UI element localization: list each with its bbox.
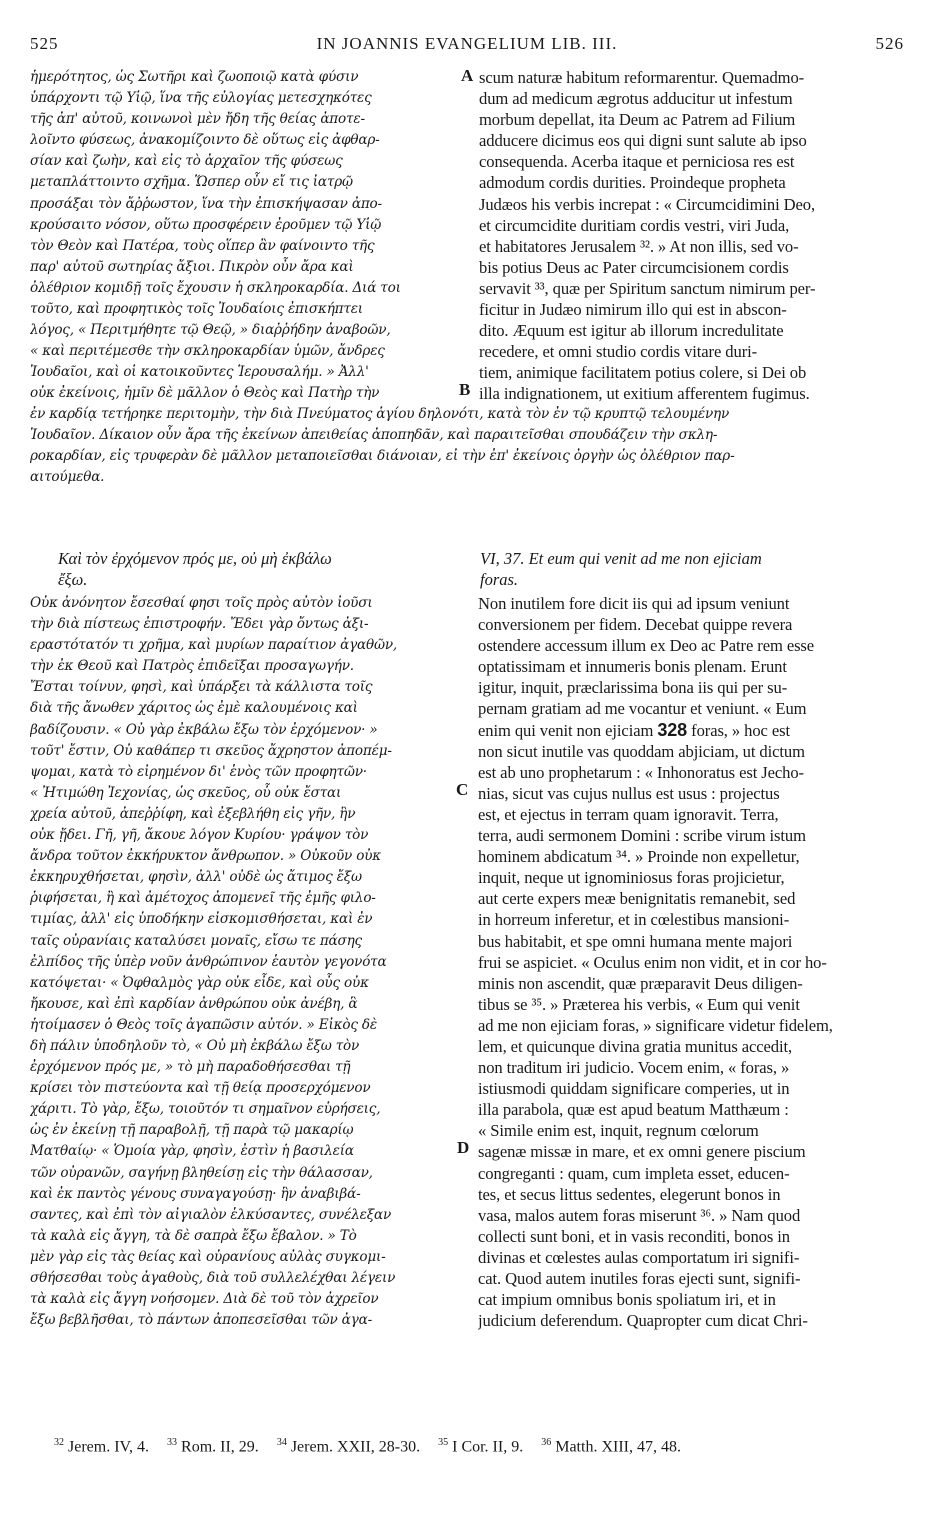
greek-heading-line-2: ἔξω. (58, 570, 88, 589)
text-line: et habitatores Jerusalem ³². » At non illis, sed vo- (479, 236, 799, 256)
text-line: εραστότατόν τι χρῆμα, καὶ μυρίων παραίτιον ἀγαθῶν, (30, 637, 398, 654)
footnote-text: Jerem. XXII, 28-30. (290, 1438, 421, 1456)
text-line: ostendere accessum illum ex Deo ac Patre rem esse (478, 636, 815, 656)
text-line: τιμίας, ἀλλ' εἰς ὑποδήκην εἰσκομισθήσεται, καὶ ἐν (30, 911, 373, 928)
text-line: bus habitabit, et spe omni humana mente majori (478, 931, 793, 951)
text-line: οὐκ ᾔδει. Γῆ, γῆ, ἄκουε λόγον Κυρίου· γράψον τὸν (30, 827, 369, 844)
text-line: inquit, neque ut ignominiosus foras projicietur, (478, 868, 785, 888)
text-line: τὸν Θεὸν καὶ Πατέρα, τοὺς οἵπερ ἂν φαίνοιντο τῆς (30, 237, 375, 254)
text-line: προσάξαι τὸν ἄῤῥωστον, ἵνα τὴν ἐπισκήψασαν ἀπο- (30, 195, 382, 212)
text-line: non traditum iri judicio. Vocem enim, « foras, » (478, 1058, 790, 1078)
text-line: « Simile enim est, inquit, regnum cœlorum (478, 1121, 759, 1141)
text-line: « καὶ περιτέμεσθε τὴν σκληροκαρδίαν ὑμῶν, ἄνδρες (30, 343, 385, 360)
text-line: nias, sicut vas cujus nullus est usus : projectus (478, 783, 780, 803)
text-line: conversionem per fidem. Decebat quippe revera (478, 615, 793, 635)
text-line: οὐκ ἐκείνοις, ἡμῖν δὲ μᾶλλον ὁ Θεὸς καὶ Πατὴρ τὴν (30, 385, 380, 402)
text-line: judicium deferendum. Quapropter cum dicat Chri- (478, 1311, 808, 1331)
text-segment: enim qui venit non ejiciam (478, 720, 654, 740)
text-line: ὡς ἐν ἐκείνῃ τῇ παραβολῇ, τῇ παρὰ τῷ μακαρίῳ (30, 1122, 354, 1139)
text-line: ἐν καρδίᾳ τετήρηκε περιτομὴν, τὴν διὰ Πνεύματος ἁγίου δηλονότι, κατὰ τὸν ἐν τῷ κρυπτῷ τελουμένην (30, 406, 730, 422)
text-line: Ματθαίῳ· « Ὁμοία γὰρ, φησὶν, ἐστὶν ἡ βασιλεία (30, 1143, 354, 1160)
text-line: « Ἠτιμώθη Ἰεχονίας, ὡς σκεῦος, οὗ οὐκ ἔσται (30, 784, 342, 801)
text-line: ταῖς οὐρανίαις καταλύσει μοναῖς, εἴσω τε πάσης (30, 932, 362, 949)
footnote-text: Rom. II, 29. (181, 1438, 259, 1456)
text-line: non sicut inutile vas quoddam abjiciam, ut dictum (478, 741, 805, 761)
text-line: tibus se ³⁵. » Præterea his verbis, « Eum qui venit (478, 994, 800, 1014)
footnote (54, 1437, 149, 1456)
greek-full-width (30, 404, 898, 488)
footnotes (54, 1437, 898, 1456)
text-line: vasa, malos autem foras miserunt ³⁶. » Nam quod (478, 1205, 801, 1225)
text-line: λόγος, « Περιτμήθητε τῷ Θεῷ, » διαῤῥήδην ἀναβοῶν, (30, 322, 391, 339)
text-line: est, et ejectus in terram quam ignoravit. Terra, (478, 804, 779, 824)
text-line: aut certe expers meæ benignitatis remanebit, sed (478, 889, 796, 909)
text-line: congreganti : quam, cum impleta esset, educen- (478, 1163, 790, 1183)
text-line: ἐκκηρυχθήσεται, φησὶν, ἀλλ' οὐδὲ ὡς ἄτιμος ἔξω (30, 869, 362, 886)
margin-marker-b: B (459, 380, 471, 399)
text-line: sagenæ missæ in mare, et ex omni genere piscium (478, 1142, 806, 1162)
text-line: κρούσαιτο νόσον, οὕτω προσφέρειν ἐροῦμεν τῷ Υἱῷ (30, 216, 382, 233)
footnote-text: I Cor. II, 9. (452, 1438, 524, 1456)
text-line: βαδίζουσιν. « Οὐ γὰρ ἐκβάλω ἔξω τὸν ἐρχόμενον· » (30, 721, 378, 738)
footnote-number: 33 (167, 1437, 178, 1448)
text-line: recedere, et omni studio cordis vitare duri- (479, 342, 758, 362)
text-line: illa parabola, quæ est apud beatum Matthæum : (478, 1100, 789, 1120)
greek-column-bottom (30, 593, 468, 1331)
text-line: hominem abdicatum ³⁴. » Proinde non expelletur, (478, 847, 800, 867)
text-line: σθήσεσθαι τοὺς ἀγαθοὺς, διὰ τοῦ συλλελέχθαι λέγειν (30, 1270, 396, 1286)
text-line: est ab uno prophetarum : « Inhonoratus est Jecho- (478, 762, 804, 782)
text-line: ad me non ejiciam foras, » significare videtur fidelem, (478, 1015, 833, 1035)
text-line: ἔξω βεβλῆσθαι, τὸ πάντων ἀποπεσεῖσθαι τῶν ἀγα- (30, 1312, 372, 1329)
text-line: σαντες, καὶ ἐπὶ τὸν αἰγιαλὸν ἑλκύσαντες, συνέλεξαν (30, 1206, 392, 1223)
text-line: ἡτοίμασεν ὁ Θεὸς τοῖς ἀγαπῶσιν αὐτόν. » Εἰκὸς δὲ (30, 1016, 377, 1033)
text-line: κρίσει τὸν πιστεύοντα καὶ τῇ θείᾳ προσερχόμενον (30, 1080, 371, 1097)
text-line: ῥιφήσεται, ἢ καὶ ἀμέτοχος ἀπομενεῖ τῆς ἐμῆς φιλο- (30, 890, 376, 907)
text-line: τοῦτ' ἔστιν, Οὐ καθάπερ τι σκεῦος ἄχρηστον ἀποπέμ- (30, 742, 392, 759)
footnote-number: 32 (54, 1437, 64, 1448)
text-line: ὀλέθριον κομιδῇ τοῖς ἔχουσιν ἡ σκληροκαρδία. Διά τοι (30, 279, 401, 296)
margin-marker-d: D (457, 1138, 470, 1157)
text-line: λοῖντο φύσεως, ἀνακομίζοιντο δὲ οὕτως εἰς ἀφθαρ- (30, 132, 380, 149)
text-line: τοῦτο, καὶ προφητικὸς τοῖς Ἰουδαίοις ἐπισκήπτει (30, 301, 363, 318)
page-number-right: 526 (875, 34, 904, 53)
text-line: tes, et secus littus sedentes, elegerunt bonos in (478, 1184, 781, 1204)
text-line: admodum cordis durities. Proindeque propheta (479, 173, 786, 193)
text-line: servavit ³³, quæ per Spiritum sanctum nimirum per- (479, 278, 816, 298)
text-line: τὰ καλὰ εἰς ἄγγη, τὰ δὲ σαπρὰ ἔξω ἔβαλον. » Τὸ (30, 1227, 357, 1244)
text-line: cat impium omnibus bonis spoliatum iri, et in (478, 1290, 776, 1310)
latin-heading-line-2: foras. (480, 570, 519, 589)
text-line: Non inutilem fore dicit iis qui ad ipsum veniunt (478, 594, 790, 613)
text-line: δὴ πάλιν ὑποδηλοῦν τὸ, « Οὐ μὴ ἐκβάλω ἔξω τὸν (30, 1037, 360, 1054)
text-line: ἡμερότητος, ὡς Σωτῆρι καὶ ζωοποιῷ κατὰ φύσιν (30, 69, 359, 85)
text-line: διὰ τῆς ἄνωθεν χάριτος ὡς ἐμὲ καλουμένοις καὶ (30, 700, 358, 717)
text-line: μὲν γὰρ εἰς τὰς θείας καὶ οὐρανίους αὐλὰς συγκομι- (30, 1248, 386, 1265)
footnote (277, 1437, 420, 1456)
text-line: σίαν καὶ ζωὴν, καὶ εἰς τὸ ἀρχαῖον τῆς φύσεως (30, 153, 343, 170)
greek-column-top (30, 67, 471, 405)
text-line: istiusmodi quiddam significare comperies, ut in (478, 1079, 790, 1099)
column-number: 328 (657, 719, 688, 740)
text-line: τῶν οὐρανῶν, σαγήνῃ βληθείσῃ εἰς τὴν θάλασσαν, (30, 1164, 373, 1181)
text-line: in horreum inferetur, et in cœlestibus mansioni- (478, 910, 790, 930)
margin-marker-a: A (461, 66, 474, 85)
text-line (478, 720, 898, 741)
text-line: morbum depellat, ita Deum ac Patrem ad Filium (479, 110, 796, 130)
text-line: collecti sunt boni, et in vasis reconditi, bonos in (478, 1226, 790, 1246)
page-number-left: 525 (30, 34, 59, 53)
text-line: ἐλπίδος τῆς ὑπὲρ νοῦν ἀνθρώπινον ἑαυτὸν γεγονότα (30, 953, 387, 970)
text-line: optatissimam et innumeris bonis plenam. Erunt (478, 657, 787, 677)
text-line: scum naturæ habitum reformarentur. Quemadmo- (479, 68, 805, 87)
text-line: τὰ καλὰ εἰς ἄγγη νοήσομεν. Διὰ δὲ τοῦ τὸν ἀχρεῖον (30, 1291, 379, 1308)
text-line: καὶ ἐκ παντὸς γένους συναγαγούσῃ· ἣν ἀναβιβά- (30, 1185, 361, 1202)
text-line: χρεία αὐτοῦ, ἀπεῤῥίφη, καὶ ἐξεβλήθη εἰς γῆν, ἣν (30, 805, 356, 822)
text-line: adducere dicimus eos qui digni sunt salute ab ipso (479, 131, 807, 151)
text-line: ὑπάρχοντι τῷ Υἱῷ, ἵνα τῆς εὐλογίας μετεσχηκότες (30, 90, 372, 107)
latin-column-top (479, 67, 899, 405)
text-line: bis potius Deus ac Pater circumcisionem cordis (479, 257, 789, 277)
text-line: frui se aspiciet. « Oculus enim non vidit, et in cor ho- (478, 952, 827, 972)
footnote-number: 36 (541, 1437, 552, 1448)
text-line: τῆς ἀπ' αὐτοῦ, κοινωνοὶ μὲν ἤδη τῆς θείας ἀποτε- (30, 111, 365, 128)
greek-section-heading (58, 548, 468, 590)
footnote (438, 1437, 523, 1456)
text-line: Ἰουδαῖον. Δίκαιον οὖν ἄρα τῆς ἐκείνων ἀπειθείας ἀποπηδᾶν, καὶ παραιτεῖσθαι σπουδάζειν τὴν σκλη- (30, 427, 718, 444)
latin-section-heading (480, 548, 900, 590)
latin-heading-line-1: VI, 37. Et eum qui venit ad me non ejiciam (480, 549, 762, 568)
text-line: τὴν διὰ πίστεως ἐπιστροφήν. Ἔδει γὰρ ὄντως ἀξι- (30, 616, 369, 633)
text-line: consequenda. Acerba itaque et perniciosa res est (479, 152, 795, 172)
text-line: ἄνδρα τοῦτον ἐκκήρυκτον ἄνθρωπον. » Οὐκοῦν οὐκ (30, 848, 381, 865)
text-segment: foras, » hoc est (691, 720, 790, 740)
text-line: terra, audi sermonem Domini : scribe virum istum (478, 826, 806, 846)
footnote-number: 34 (276, 1437, 287, 1448)
text-line: dito. Æquum est igitur ab illorum incredulitate (479, 321, 784, 341)
text-line: tiem, animique facilitatem potius colere, si Dei ob (479, 363, 807, 383)
footnote-text: Matth. XIII, 47, 48. (555, 1438, 681, 1456)
text-line: μεταπλάττοιντο σχῆμα. Ὥσπερ οὖν εἴ τις ἰατρῷ (30, 174, 353, 191)
text-line: et circumcidite duritiam cordis vestri, viri Juda, (479, 215, 790, 235)
text-line: igitur, inquit, præclarissima bona iis qui per su- (478, 678, 788, 698)
text-line: Οὐκ ἀνόνητον ἔσεσθαί φησι τοῖς πρὸς αὐτὸν ἰοῦσι (30, 595, 373, 611)
text-line: ψομαι, κατὰ τὸ εἰρημένον δι' ἑνὸς τῶν προφητῶν· (30, 763, 367, 780)
latin-column-bottom (478, 593, 898, 1331)
footnote (541, 1437, 681, 1456)
text-line: pernam gratiam ad me vocantur et veniunt. « Eum (478, 699, 807, 719)
text-line: ροκαρδίαν, εἰς τρυφερὰν δὲ μᾶλλον μεταποιεῖσθαι διάνοιαν, εἰ τὴν ἐπ' ἐκείνοις ὀργὴν ὡς ὀλέθριον παρ- (30, 448, 735, 465)
text-line: dum ad medicum ægrotus adducitur ut infestum (479, 89, 793, 109)
text-line: minis non ascendit, quæ præparavit Deus diligen- (478, 973, 803, 993)
text-line: παρ' αὐτοῦ σωτηρίας ἄξιοι. Πικρὸν οὖν ἄρα καὶ (30, 258, 354, 275)
text-line: ἤκουσε, καὶ ἐπὶ καρδίαν ἀνθρώπου οὐκ ἀνέβη, ἃ (30, 995, 358, 1012)
margin-marker-c: C (456, 780, 469, 799)
footnote-number: 35 (438, 1437, 449, 1448)
text-line: τὴν ἐκ Θεοῦ καὶ Πατρὸς ἐπιδεῖξαι προσαγωγήν. (30, 658, 354, 675)
text-line: χάριτι. Τὸ γὰρ, ἔξω, τοιοῦτόν τι σημαῖνον εὑρήσεις, (30, 1101, 381, 1118)
text-line: κατόψεται· « Ὀφθαλμὸς γὰρ οὐκ εἶδε, καὶ οὖς οὐκ (30, 974, 369, 991)
footnote (167, 1437, 259, 1456)
text-line: illa indignationem, ut exitium afferentem fugimus. (479, 384, 810, 404)
text-line: Ἔσται τοίνυν, φησὶ, καὶ ὑπάρξει τὰ κάλλιστα τοῖς (30, 679, 373, 696)
greek-heading-line-1: Καὶ τὸν ἐρχόμενον πρός με, οὐ μὴ ἐκβάλω (58, 549, 332, 568)
text-line: ἐρχόμενον πρός με, » τὸ μὴ παραδοθήσεσθαι τῇ (30, 1059, 351, 1076)
text-line: ficitur in Judæo nimirum illo qui est in abscon- (479, 300, 787, 320)
text-line: cat. Quod autem inutiles foras ejecti sunt, signifi- (478, 1269, 801, 1288)
text-line: Ἰουδαῖοι, καὶ οἱ κατοικοῦντες Ἱερουσαλήμ. » Ἀλλ' (30, 364, 369, 381)
text-line: αιτούμεθα. (30, 469, 105, 486)
running-title: IN JOANNIS EVANGELIUM LIB. III. (316, 34, 618, 53)
text-line: Judæos his verbis increpat : « Circumcidimini Deo, (479, 194, 816, 214)
text-line: divinas et cœlestes aulas comportatum iri signifi- (478, 1247, 800, 1267)
footnote-text: Jerem. IV, 4. (68, 1438, 150, 1456)
text-line: lem, et quicunque divina gratia munitus accedit, (478, 1036, 793, 1056)
page-header (30, 34, 904, 60)
